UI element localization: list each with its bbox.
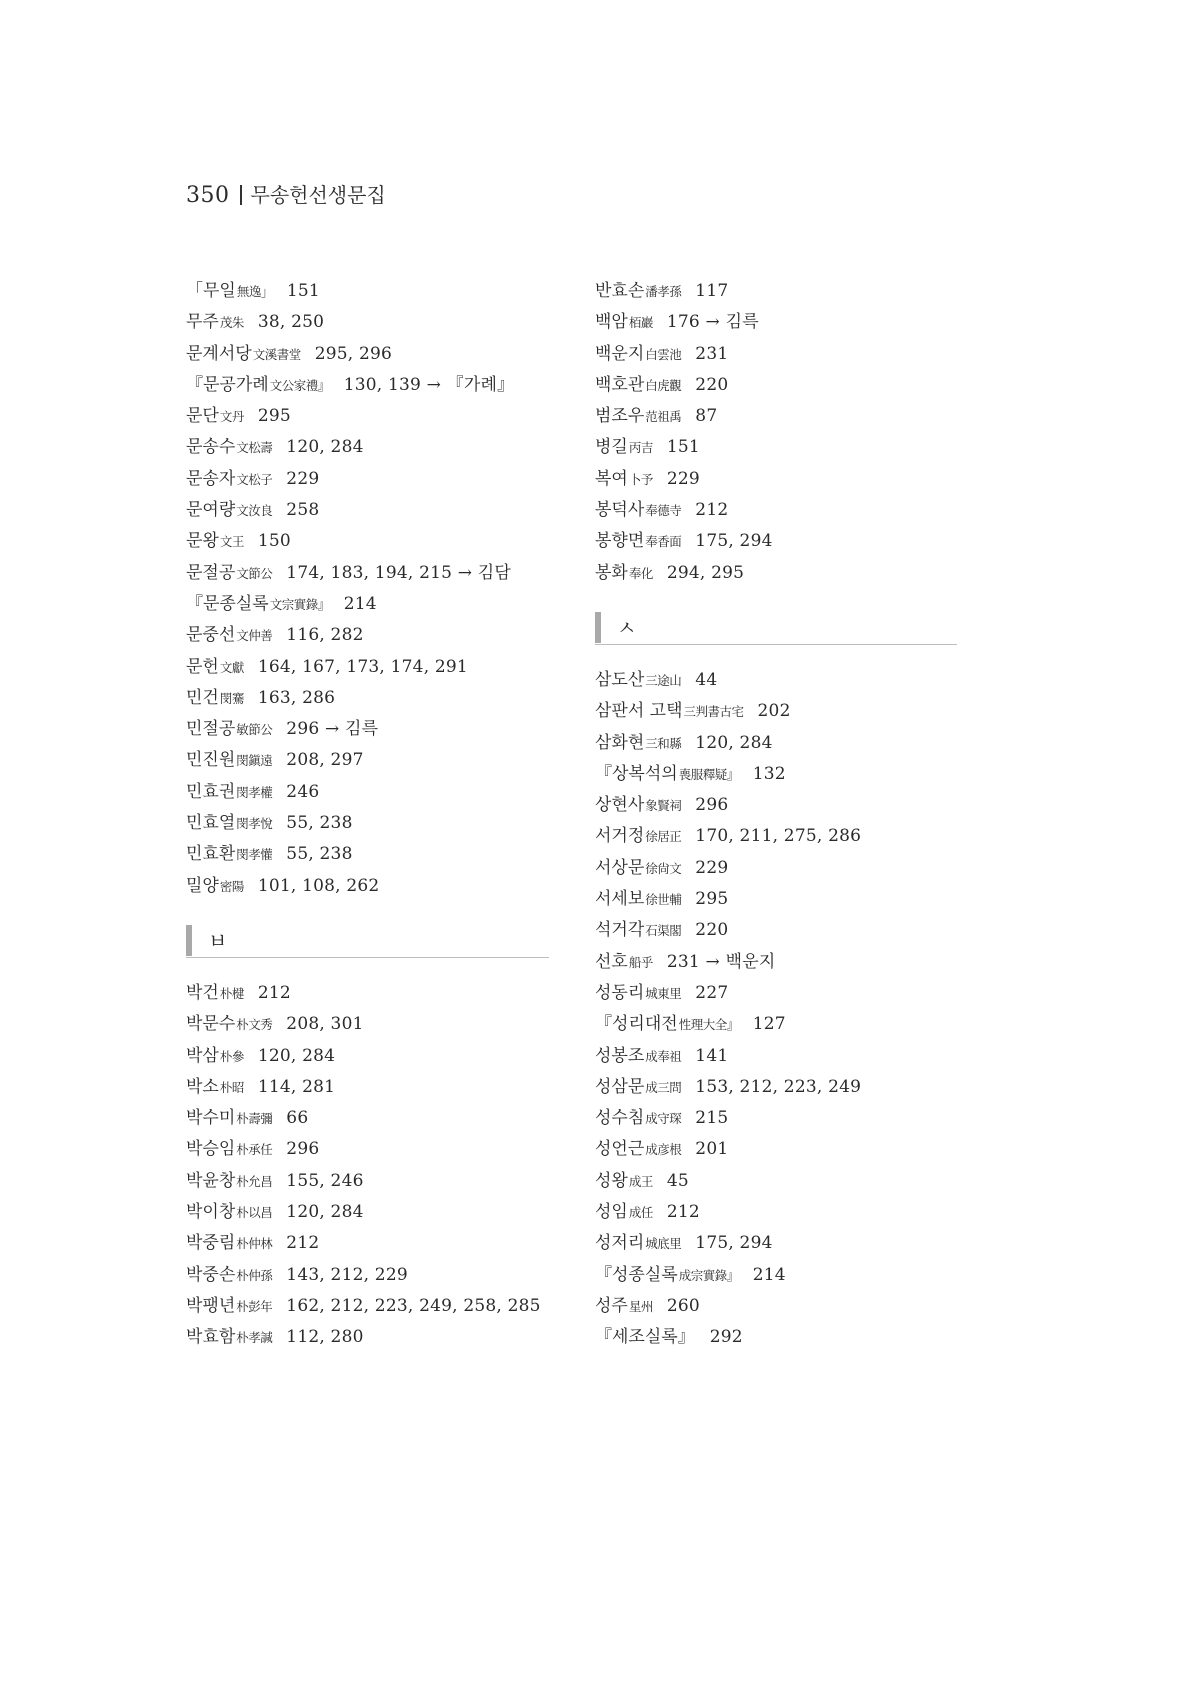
entry-term: 봉화 xyxy=(595,562,628,583)
entry-term: 『문공가례 xyxy=(186,374,269,395)
entry-pages: 295 xyxy=(257,406,291,427)
index-entry xyxy=(186,777,556,808)
index-entry xyxy=(186,370,556,401)
entry-term: 삼판서 고택 xyxy=(595,701,683,722)
index-entry xyxy=(186,526,556,557)
entry-term: 삼도산 xyxy=(595,669,645,690)
section-heading xyxy=(595,610,957,645)
entry-term: 범조우 xyxy=(595,406,645,427)
entry-pages: 116, 282 xyxy=(286,625,364,646)
entry-pages: 170, 211, 275, 286 xyxy=(695,826,862,847)
index-entry xyxy=(595,1291,965,1322)
index-entry xyxy=(186,307,556,338)
entry-hanja: 白虎觀 xyxy=(645,377,682,393)
index-entry xyxy=(186,1041,556,1072)
entry-term: 박팽년 xyxy=(186,1295,236,1316)
entry-term: 병길 xyxy=(595,437,628,458)
index-entry xyxy=(186,1134,556,1165)
entry-term: 무주 xyxy=(186,312,219,333)
entry-hanja: 性理大全』 xyxy=(678,1017,739,1033)
index-entry xyxy=(186,978,556,1009)
entry-pages: 231 → 백운지 xyxy=(666,951,776,972)
entry-hanja: 文王 xyxy=(219,534,244,550)
entry-term: 성임 xyxy=(595,1202,628,1223)
entry-pages: 120, 284 xyxy=(286,437,364,458)
entry-hanja: 成三問 xyxy=(645,1079,682,1095)
entry-term: 민진원 xyxy=(186,750,236,771)
index-entry xyxy=(595,978,965,1009)
index-entry xyxy=(186,1291,556,1322)
index-entry xyxy=(595,1041,965,1072)
index-entry xyxy=(595,728,965,759)
index-entry xyxy=(186,714,556,745)
index-entry xyxy=(595,307,965,338)
index-entry xyxy=(595,432,965,463)
entry-term: 『성리대전 xyxy=(595,1014,678,1035)
entry-pages: 101, 108, 262 xyxy=(257,875,380,896)
entry-term: 『세조실록』 xyxy=(595,1327,695,1348)
index-entry xyxy=(595,947,965,978)
entry-term: 봉덕사 xyxy=(595,500,645,521)
index-entry xyxy=(186,558,556,589)
entry-hanja: 朴允昌 xyxy=(236,1173,273,1189)
entry-term: 백호관 xyxy=(595,374,645,395)
entry-pages: 212 xyxy=(257,982,291,1003)
index-entry xyxy=(595,759,965,790)
entry-hanja: 朴昭 xyxy=(219,1079,244,1095)
entry-hanja: 城底里 xyxy=(645,1236,682,1252)
entry-hanja: 成奉祖 xyxy=(645,1048,682,1064)
index-entry xyxy=(186,464,556,495)
entry-pages: 212 xyxy=(695,500,729,521)
entry-pages: 114, 281 xyxy=(257,1076,336,1097)
entry-hanja: 成宗實錄』 xyxy=(678,1267,739,1283)
entry-term: 반효손 xyxy=(595,281,645,301)
entry-term: 민절공 xyxy=(186,719,236,740)
entry-term: 문송자 xyxy=(186,468,236,489)
index-entry xyxy=(595,1322,965,1353)
entry-term: 문계서당 xyxy=(186,343,252,364)
entry-pages: 208, 297 xyxy=(286,750,364,771)
index-entry xyxy=(595,526,965,557)
entry-term: 박승임 xyxy=(186,1139,236,1160)
entry-pages: 208, 301 xyxy=(286,1014,364,1035)
entry-pages: 174, 183, 194, 215 → 김담 xyxy=(286,562,512,583)
entry-pages: 55, 238 xyxy=(286,813,353,834)
entry-term: 『상복석의 xyxy=(595,763,678,784)
section-heading xyxy=(186,923,549,958)
entry-pages: 130, 139 → 『가례』 xyxy=(343,374,515,395)
entry-term: 박윤창 xyxy=(186,1170,236,1191)
index-entry xyxy=(595,464,965,495)
index-entry xyxy=(595,1166,965,1197)
entry-hanja: 城東里 xyxy=(645,985,682,1001)
entry-term: 선호 xyxy=(595,951,628,972)
entry-pages: 162, 212, 223, 249, 258, 285 xyxy=(286,1295,541,1316)
entry-term: 성언근 xyxy=(595,1139,645,1160)
entry-term: 백운지 xyxy=(595,343,645,364)
entry-hanja: 奉德寺 xyxy=(645,503,682,519)
entry-pages: 87 xyxy=(695,406,718,427)
section-marker-bar xyxy=(186,925,192,956)
entry-hanja: 文仲善 xyxy=(236,628,273,644)
header-divider xyxy=(240,185,242,205)
entry-term: 문헌 xyxy=(186,656,219,677)
index-entry xyxy=(186,276,556,307)
entry-pages: 229 xyxy=(666,468,700,489)
entry-pages: 227 xyxy=(695,982,729,1003)
entry-pages: 120, 284 xyxy=(695,732,773,753)
entry-pages: 201 xyxy=(695,1139,729,1160)
entry-pages: 260 xyxy=(666,1295,700,1316)
entry-pages: 55, 238 xyxy=(286,844,353,865)
entry-pages: 120, 284 xyxy=(257,1045,336,1066)
entry-pages: 153, 212, 223, 249 xyxy=(695,1076,862,1097)
index-entry xyxy=(595,821,965,852)
entry-pages: 292 xyxy=(709,1327,743,1348)
entry-term: 상현사 xyxy=(595,795,645,816)
entry-term: 성수침 xyxy=(595,1108,645,1129)
entry-hanja: 潘孝孫 xyxy=(645,284,682,299)
entry-pages: 117 xyxy=(695,281,729,301)
index-entry xyxy=(595,790,965,821)
entry-hanja: 敏節公 xyxy=(236,722,273,738)
index-entry xyxy=(186,339,556,370)
entry-term: 성저리 xyxy=(595,1233,645,1254)
entry-hanja: 閔鎭遠 xyxy=(236,753,273,769)
entry-hanja: 閔騫 xyxy=(219,690,244,706)
entry-hanja: 文丹 xyxy=(219,409,244,425)
entry-hanja: 三途山 xyxy=(645,672,682,688)
entry-term: 밀양 xyxy=(186,875,219,896)
entry-pages: 45 xyxy=(666,1170,689,1191)
index-entry xyxy=(186,401,556,432)
entry-hanja: 三和縣 xyxy=(645,735,682,751)
entry-hanja: 文公家禮』 xyxy=(269,377,330,393)
entry-term: 박중림 xyxy=(186,1233,236,1254)
entry-term: 민건 xyxy=(186,687,219,708)
entry-term: 문단 xyxy=(186,406,219,427)
index-entry xyxy=(595,696,965,727)
entry-term: 민효열 xyxy=(186,813,236,834)
entry-hanja: 閔孝權 xyxy=(236,784,273,800)
entry-pages: 231 xyxy=(695,343,729,364)
entry-pages: 214 xyxy=(752,1264,786,1285)
entry-pages: 229 xyxy=(286,468,320,489)
entry-pages: 212 xyxy=(286,1233,320,1254)
entry-hanja: 丙吉 xyxy=(628,440,653,456)
entry-term: 박중손 xyxy=(186,1264,236,1285)
entry-term: 백암 xyxy=(595,312,628,333)
running-head xyxy=(186,180,386,211)
entry-pages: 66 xyxy=(286,1108,309,1129)
index-entry xyxy=(595,1228,965,1259)
entry-pages: 295 xyxy=(695,889,729,910)
entry-hanja: 閔孝懽 xyxy=(236,847,273,863)
section-marker-bar xyxy=(595,612,601,643)
entry-hanja: 成守琛 xyxy=(645,1111,682,1127)
entry-hanja: 成彦根 xyxy=(645,1142,682,1158)
entry-pages: 175, 294 xyxy=(695,1233,773,1254)
index-entry xyxy=(186,1322,556,1353)
entry-hanja: 朴仲孫 xyxy=(236,1267,273,1283)
entry-term: 문왕 xyxy=(186,531,219,552)
entry-pages: 294, 295 xyxy=(666,562,745,583)
entry-pages: 151 xyxy=(286,281,320,301)
entry-term: 『문종실록 xyxy=(186,593,269,614)
entry-hanja: 徐居正 xyxy=(645,829,682,845)
entry-pages: 296 xyxy=(286,1139,320,1160)
entry-hanja: 三判書古宅 xyxy=(683,704,744,720)
entry-term: 성봉조 xyxy=(595,1045,645,1066)
index-entry xyxy=(595,370,965,401)
entry-hanja: 喪服釋疑』 xyxy=(678,766,739,782)
entry-term: 성왕 xyxy=(595,1170,628,1191)
entry-pages: 120, 284 xyxy=(286,1202,364,1223)
entry-term: 박수미 xyxy=(186,1108,236,1129)
entry-hanja: 朴承任 xyxy=(236,1142,273,1158)
entry-hanja: 文獻 xyxy=(219,659,244,675)
entry-term: 박문수 xyxy=(186,1014,236,1035)
entry-term: 성삼문 xyxy=(595,1076,645,1097)
index-entry xyxy=(595,1134,965,1165)
entry-hanja: 文松子 xyxy=(236,471,273,487)
entry-hanja: 星州 xyxy=(628,1298,653,1314)
entry-pages: 155, 246 xyxy=(286,1170,364,1191)
index-column-left xyxy=(186,276,556,1354)
entry-term: 민효환 xyxy=(186,844,236,865)
entry-pages: 246 xyxy=(286,781,320,802)
entry-hanja: 閔孝悅 xyxy=(236,816,273,832)
entry-hanja: 文溪書堂 xyxy=(252,346,301,362)
entry-term: 『성종실록 xyxy=(595,1264,678,1285)
entry-term: 성주 xyxy=(595,1295,628,1316)
entry-pages: 202 xyxy=(757,701,791,722)
index-entry xyxy=(186,1228,556,1259)
index-entry xyxy=(186,620,556,651)
index-entry xyxy=(595,853,965,884)
entry-hanja: 文松壽 xyxy=(236,440,273,456)
entry-hanja: 成王 xyxy=(628,1173,653,1189)
index-entry xyxy=(595,1072,965,1103)
section-letter: ㅅ xyxy=(617,615,637,640)
entry-hanja: 朴參 xyxy=(219,1048,244,1064)
entry-hanja: 朴仲林 xyxy=(236,1236,273,1252)
entry-term: 박소 xyxy=(186,1076,219,1097)
index-entry xyxy=(595,884,965,915)
entry-hanja: 石渠閣 xyxy=(645,923,682,939)
entry-term: 문중선 xyxy=(186,625,236,646)
index-entry xyxy=(186,1260,556,1291)
entry-term: 문여량 xyxy=(186,500,236,521)
entry-pages: 132 xyxy=(752,763,786,784)
entry-hanja: 文汝良 xyxy=(236,503,273,519)
index-entry xyxy=(186,589,556,620)
entry-hanja: 徐尙文 xyxy=(645,860,682,876)
entry-pages: 296 xyxy=(695,795,729,816)
entry-hanja: 成任 xyxy=(628,1205,653,1221)
entry-pages: 143, 212, 229 xyxy=(286,1264,408,1285)
entry-hanja: 密陽 xyxy=(219,878,244,894)
entry-hanja: 朴楗 xyxy=(219,985,244,1001)
entry-hanja: 朴文秀 xyxy=(236,1017,273,1033)
entry-hanja: 卜予 xyxy=(628,471,653,487)
index-entry xyxy=(186,495,556,526)
entry-pages: 212 xyxy=(666,1202,700,1223)
entry-term: 문절공 xyxy=(186,562,236,583)
index-entry xyxy=(595,665,965,696)
entry-pages: 127 xyxy=(752,1014,786,1035)
entry-term: 성동리 xyxy=(595,982,645,1003)
entry-pages: 150 xyxy=(257,531,291,552)
entry-hanja: 徐世輔 xyxy=(645,892,682,908)
index-entry xyxy=(186,839,556,870)
index-entry xyxy=(186,808,556,839)
entry-hanja: 朴彭年 xyxy=(236,1298,273,1314)
entry-pages: 176 → 김륵 xyxy=(666,312,759,333)
index-entry xyxy=(186,1103,556,1134)
index-entry xyxy=(595,1197,965,1228)
entry-pages: 220 xyxy=(695,920,729,941)
index-entry xyxy=(595,558,965,589)
entry-term: 봉향면 xyxy=(595,531,645,552)
entry-pages: 175, 294 xyxy=(695,531,773,552)
entry-hanja: 船乎 xyxy=(628,954,653,970)
index-entry xyxy=(595,1009,965,1040)
section-letter: ㅂ xyxy=(208,928,228,953)
entry-hanja: 文節公 xyxy=(236,565,273,581)
entry-hanja: 無逸」 xyxy=(236,284,273,299)
page-number: 350 xyxy=(186,183,230,208)
entry-hanja: 奉香面 xyxy=(645,534,682,550)
entry-term: 삼화현 xyxy=(595,732,645,753)
index-entry xyxy=(595,1103,965,1134)
index-entry xyxy=(595,339,965,370)
entry-hanja: 栢巖 xyxy=(628,315,653,331)
entry-pages: 141 xyxy=(695,1045,729,1066)
entry-term: 문송수 xyxy=(186,437,236,458)
entry-hanja: 朴孝諴 xyxy=(236,1330,273,1346)
entry-term: 박이창 xyxy=(186,1202,236,1223)
entry-hanja: 文宗實錄』 xyxy=(269,596,330,612)
index-entry xyxy=(186,1009,556,1040)
index-entry xyxy=(186,1072,556,1103)
index-entry xyxy=(186,871,556,902)
index-entry xyxy=(186,1197,556,1228)
entry-term: 박삼 xyxy=(186,1045,219,1066)
entry-pages: 214 xyxy=(343,593,377,614)
entry-hanja: 茂朱 xyxy=(219,315,244,331)
entry-pages: 44 xyxy=(695,669,718,690)
book-title: 무송헌선생문집 xyxy=(250,183,386,207)
index-entry xyxy=(595,495,965,526)
entry-term: 서거정 xyxy=(595,826,645,847)
entry-term: 복여 xyxy=(595,468,628,489)
entry-pages: 112, 280 xyxy=(286,1327,364,1348)
index-entry xyxy=(186,652,556,683)
entry-term: 서상문 xyxy=(595,857,645,878)
entry-hanja: 范祖禹 xyxy=(645,409,682,425)
entry-term: 서세보 xyxy=(595,889,645,910)
entry-term: 민효권 xyxy=(186,781,236,802)
entry-term: 박건 xyxy=(186,982,219,1003)
entry-pages: 296 → 김륵 xyxy=(286,719,379,740)
entry-hanja: 奉化 xyxy=(628,565,653,581)
entry-hanja: 象賢祠 xyxy=(645,798,682,814)
entry-hanja: 朴壽彌 xyxy=(236,1111,273,1127)
index-entry xyxy=(595,915,965,946)
entry-hanja: 白雲池 xyxy=(645,346,682,362)
entry-pages: 229 xyxy=(695,857,729,878)
entry-hanja: 朴以昌 xyxy=(236,1205,273,1221)
entry-pages: 295, 296 xyxy=(314,343,393,364)
entry-term: 「무일 xyxy=(186,281,236,301)
index-entry xyxy=(595,276,965,307)
entry-term: 박효함 xyxy=(186,1327,236,1348)
index-entry xyxy=(186,745,556,776)
entry-pages: 38, 250 xyxy=(257,312,325,333)
index-entry xyxy=(595,401,965,432)
index-entry xyxy=(186,1166,556,1197)
entry-pages: 220 xyxy=(695,374,729,395)
entry-pages: 164, 167, 173, 174, 291 xyxy=(257,656,468,677)
entry-pages: 215 xyxy=(695,1108,729,1129)
entry-term: 석거각 xyxy=(595,920,645,941)
index-entry xyxy=(186,432,556,463)
entry-pages: 163, 286 xyxy=(257,687,336,708)
index-entry xyxy=(186,683,556,714)
index-entry xyxy=(595,1260,965,1291)
entry-pages: 151 xyxy=(666,437,700,458)
index-column-right xyxy=(595,276,965,1354)
entry-pages: 258 xyxy=(286,500,320,521)
